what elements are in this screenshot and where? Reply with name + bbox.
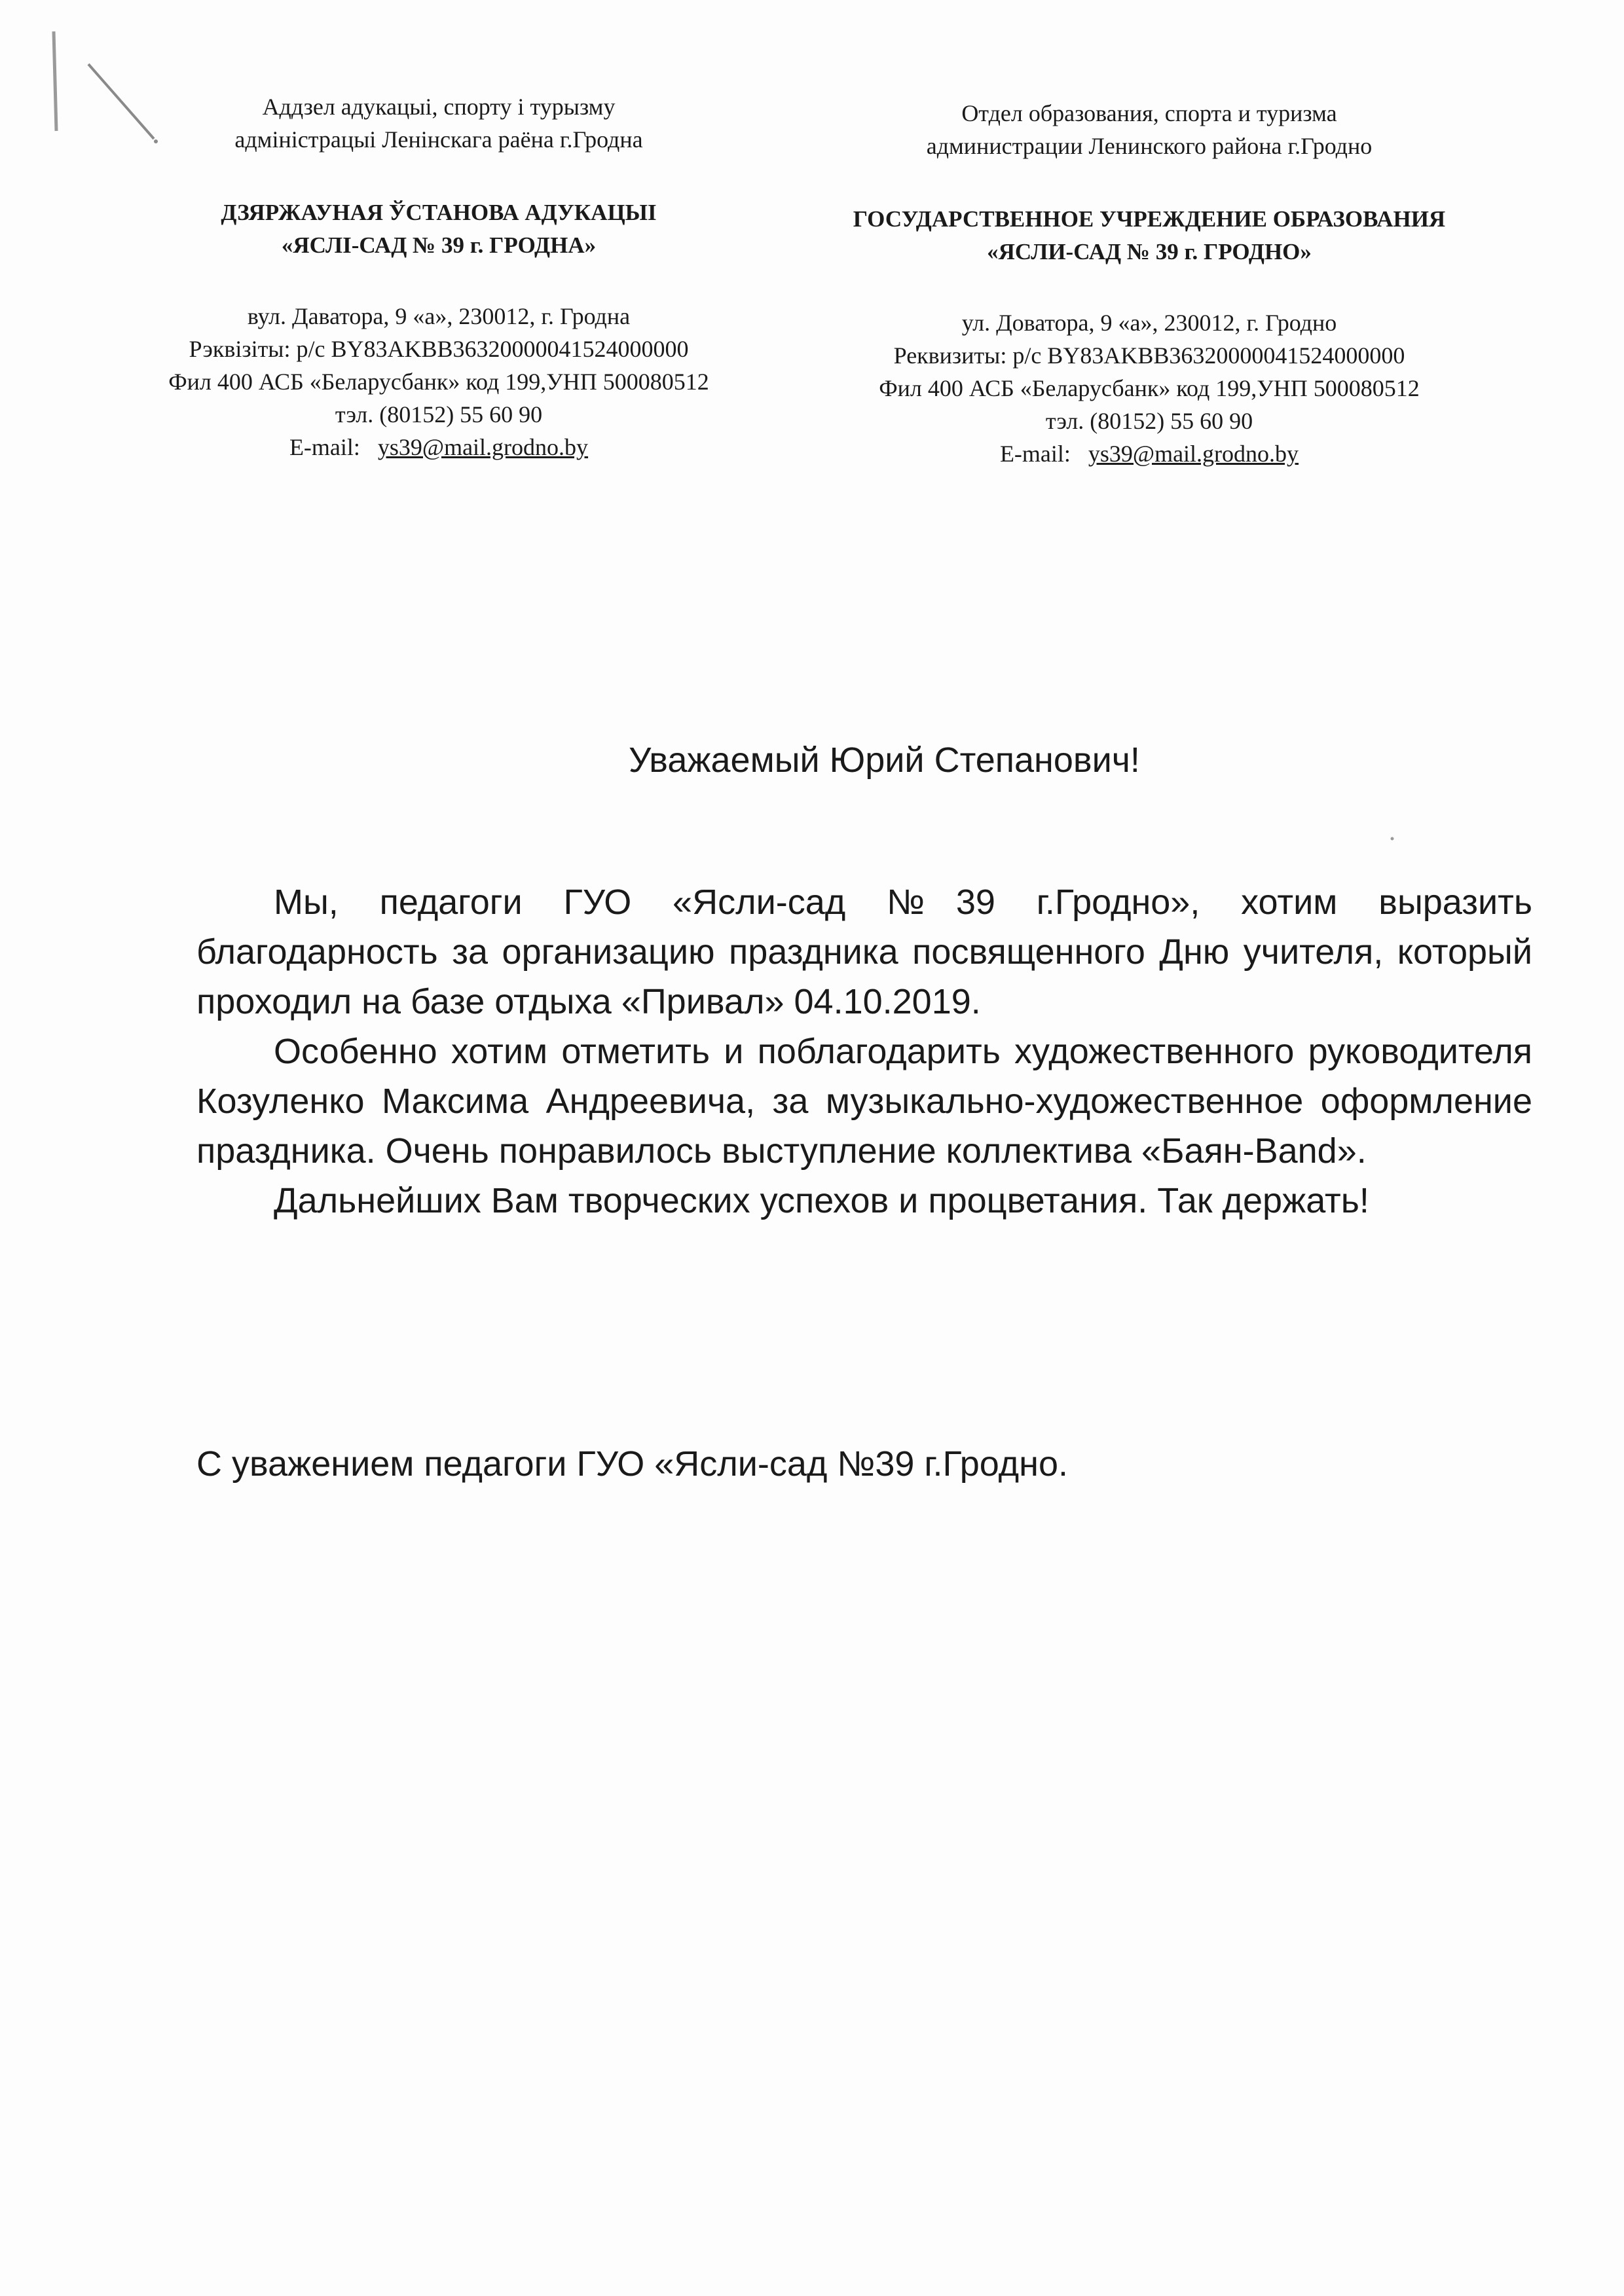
- scan-speck-icon: [1388, 835, 1396, 843]
- email-link[interactable]: ys39@mail.grodno.by: [1088, 441, 1299, 467]
- dept-name-line1: Отдел образования, спорта и туризма: [961, 100, 1337, 126]
- org-requisites: Реквизиты: р/с BY83AKBB36320000041524000000: [893, 342, 1405, 369]
- letter-closing: С уважением педагоги ГУО «Ясли-сад №39 г.Гродно.: [196, 1444, 1068, 1484]
- org-phone: тэл. (80152) 55 60 90: [1045, 408, 1253, 434]
- letter-paragraph-3: Дальнейших Вам творческих успехов и процветания. Так держать!: [274, 1181, 1369, 1220]
- org-phone: тэл. (80152) 55 60 90: [335, 401, 543, 428]
- dept-name-line2: адміністрацыі Ленінскага раёна г.Гродна: [234, 126, 643, 153]
- org-bank: Фил 400 АСБ «Беларусбанк» код 199,УНП 500080512: [168, 369, 709, 395]
- org-name-line2: «ЯСЛІ-САД № 39 г. ГРОДНА»: [281, 232, 597, 258]
- org-address: вул. Даватора, 9 «а», 230012, г. Гродна: [247, 303, 631, 329]
- org-address: ул. Доватора, 9 «а», 230012, г. Гродно: [961, 310, 1337, 336]
- org-name-line1: ДЗЯРЖАУНАЯ ЎСТАНОВА АДУКАЦЫІ: [221, 200, 657, 225]
- org-email-line: [779, 437, 1519, 470]
- org-name-line2: «ЯСЛИ-САД № 39 г. ГРОДНО»: [987, 239, 1312, 264]
- org-bank: Фил 400 АСБ «Беларусбанк» код 199,УНП 500080512: [879, 375, 1420, 401]
- letter-body: [196, 877, 1532, 1226]
- org-requisites: Рэквізіты: р/с BY83AKBB36320000041524000000: [189, 336, 689, 362]
- email-label: E-mail:: [999, 441, 1071, 467]
- org-name-line1: ГОСУДАРСТВЕННОЕ УЧРЕЖДЕНИЕ ОБРАЗОВАНИЯ: [853, 206, 1446, 232]
- email-label: E-mail:: [289, 434, 360, 460]
- letter-paragraph-1: Мы, педагоги ГУО «Ясли-сад №39 г.Гродно», хотим выразить благодарность за организацию праздника посвященного Дню учителя, который проходил на базе отдыха «Привал» 04.10.2019.: [196, 883, 1532, 1021]
- header-right-russian: [779, 97, 1519, 470]
- letter-salutation: Уважаемый Юрий Степанович!: [629, 740, 1140, 780]
- org-email-line: [128, 431, 750, 464]
- dept-name-line2: администрации Ленинского района г.Гродно: [926, 133, 1373, 159]
- header-left-belarusian: [128, 90, 750, 464]
- email-link[interactable]: ys39@mail.grodno.by: [377, 434, 589, 460]
- dept-name-line1: Аддзел адукацыі, спорту і турызму: [262, 94, 616, 120]
- letter-paragraph-2: Особенно хотим отметить и поблагодарить художественного руководителя Козуленко Максима Андреевича, за музыкально-художественное оформление праздника. Очень понравилось выступление коллектива «Баян-Band».: [196, 1032, 1532, 1171]
